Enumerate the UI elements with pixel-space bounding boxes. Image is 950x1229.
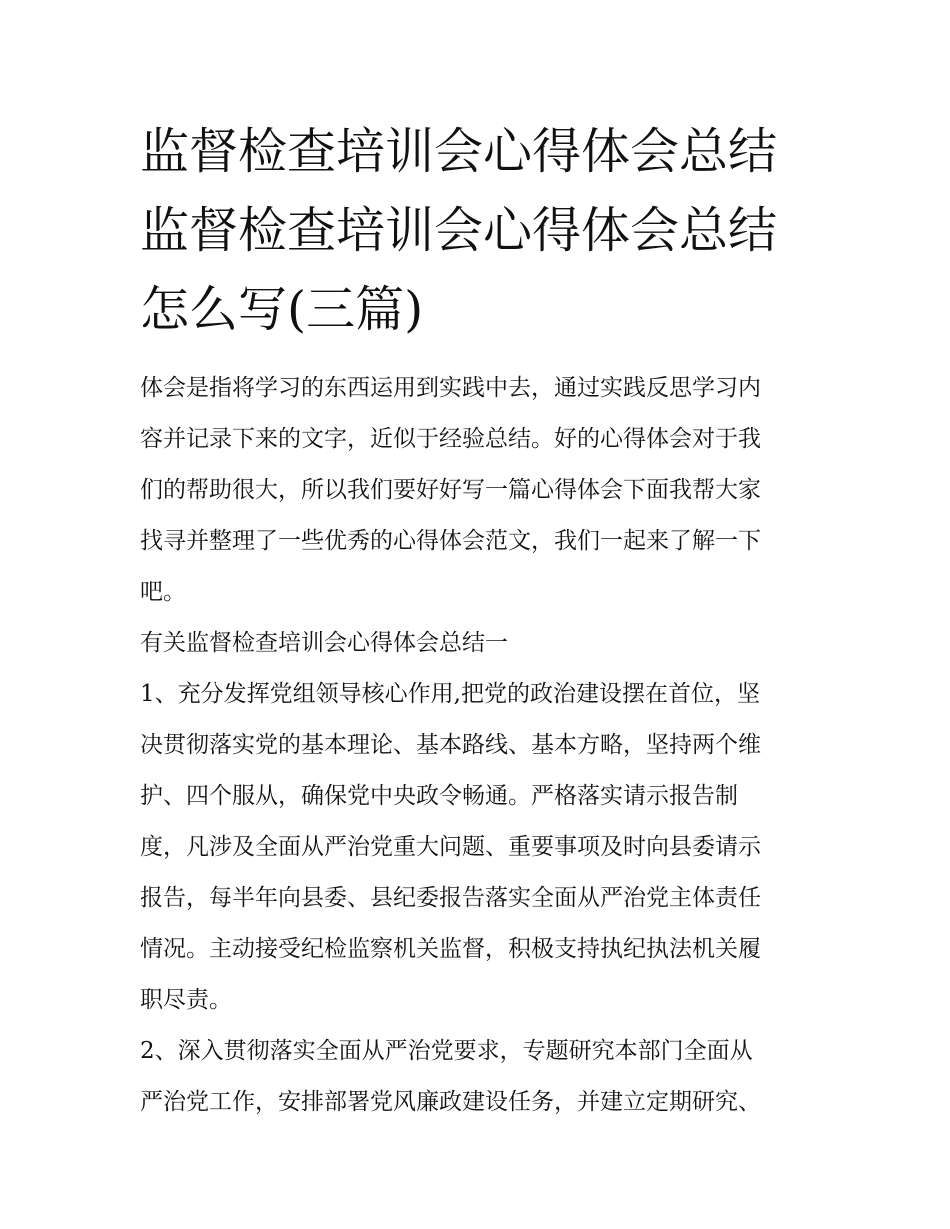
text-line: 情况。主动接受纪检监察机关监督，积极支持执纪执法机关履 xyxy=(140,936,761,962)
text-line: 度，凡涉及全面从严治党重大问题、重要事项及时向县委请示 xyxy=(140,834,761,860)
document-title xyxy=(140,112,830,349)
text-line: 护、四个服从，确保党中央政令畅通。严格落实请示报告制 xyxy=(140,783,738,809)
text-line: 严治党工作，安排部署党风廉政建设任务，并建立定期研究、 xyxy=(140,1089,761,1115)
text-line: 职尽责。 xyxy=(140,987,232,1013)
text-line: 们的帮助很大，所以我们要好好写一篇心得体会下面我帮大家 xyxy=(140,477,761,503)
text-line: 1、充分发挥党组领导核心作用,把党的政治建设摆在首位，坚 xyxy=(140,681,760,707)
text-line: 容并记录下来的文字，近似于经验总结。好的心得体会对于我 xyxy=(140,426,761,452)
text-line: 体会是指将学习的东西运用到实践中去，通过实践反思学习内 xyxy=(140,375,761,401)
text-line: 报告，每半年向县委、县纪委报告落实全面从严治党主体责任 xyxy=(140,885,761,911)
item-paragraph-1 xyxy=(140,669,830,1026)
section-heading xyxy=(140,618,830,669)
title-line: 监督检查培训会心得体会总结 xyxy=(140,123,778,180)
item-paragraph-2 xyxy=(140,1026,830,1128)
title-line: 怎么写(三篇) xyxy=(140,281,424,338)
text-line: 决贯彻落实党的基本理论、基本路线、基本方略，坚持两个维 xyxy=(140,732,761,758)
intro-paragraph xyxy=(140,363,830,618)
text-line: 吧。 xyxy=(140,579,186,605)
text-line: 有关监督检查培训会心得体会总结一 xyxy=(140,630,508,656)
text-line: 找寻并整理了一些优秀的心得体会范文，我们一起来了解一下 xyxy=(140,528,761,554)
text-line: 2、深入贯彻落实全面从严治党要求，专题研究本部门全面从 xyxy=(140,1038,753,1064)
title-line: 监督检查培训会心得体会总结 xyxy=(140,202,778,259)
document-page xyxy=(140,112,830,1128)
document-body xyxy=(140,363,830,1128)
